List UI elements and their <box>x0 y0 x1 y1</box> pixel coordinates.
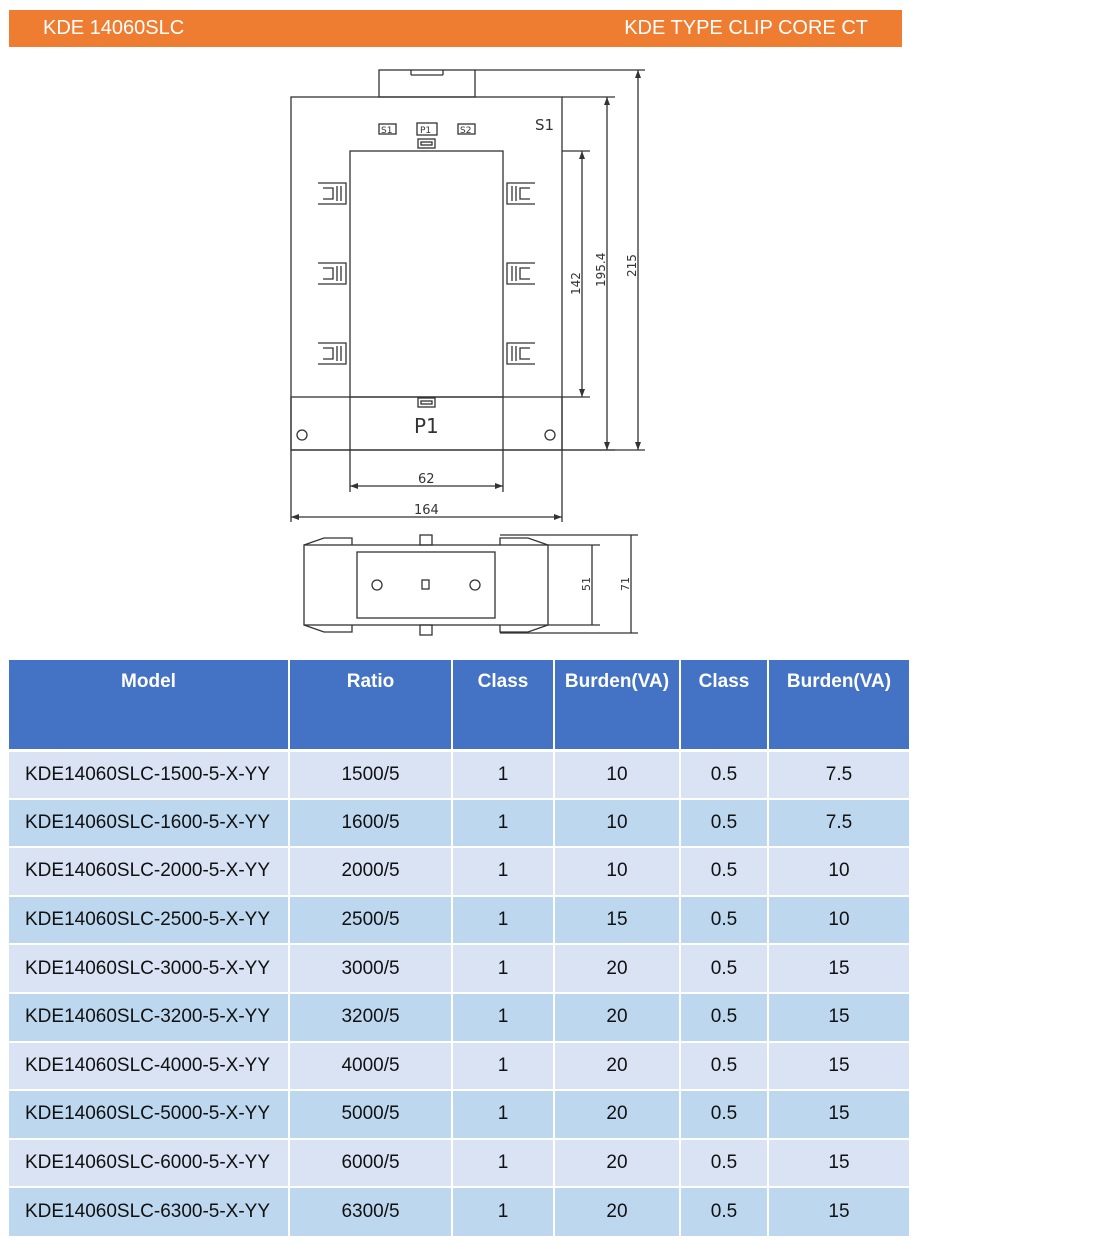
left-clips <box>318 183 346 364</box>
cell-class: 0.5 <box>680 993 768 1042</box>
cell-class: 1 <box>452 1139 554 1188</box>
cell-ratio: 4000/5 <box>289 1042 452 1091</box>
dim-label-62: 62 <box>418 472 435 487</box>
cell-ratio: 1600/5 <box>289 799 452 848</box>
cell-class: 0.5 <box>680 896 768 945</box>
cell-burden: 10 <box>554 750 680 799</box>
cell-class: 1 <box>452 896 554 945</box>
cell-burden: 20 <box>554 1139 680 1188</box>
dim-label-142: 142 <box>569 272 583 295</box>
column-header-class-1: Class <box>452 660 554 750</box>
cell-burden: 15 <box>768 944 909 993</box>
right-clips <box>507 183 535 364</box>
cell-class: 1 <box>452 1042 554 1091</box>
table-row <box>9 799 909 848</box>
table-row <box>9 1187 909 1236</box>
cell-class: 0.5 <box>680 799 768 848</box>
cell-ratio: 1500/5 <box>289 750 452 799</box>
cell-ratio: 2500/5 <box>289 896 452 945</box>
cell-class: 0.5 <box>680 1042 768 1091</box>
cell-model: KDE14060SLC-3000-5-X-YY <box>9 944 289 993</box>
cell-burden: 20 <box>554 944 680 993</box>
drawing-svg <box>0 55 1111 645</box>
cell-class: 1 <box>452 1187 554 1236</box>
cell-model: KDE14060SLC-2500-5-X-YY <box>9 896 289 945</box>
cell-burden: 15 <box>768 1042 909 1091</box>
cell-burden: 10 <box>768 847 909 896</box>
cell-burden: 20 <box>554 993 680 1042</box>
table-row <box>9 847 909 896</box>
cell-model: KDE14060SLC-4000-5-X-YY <box>9 1042 289 1091</box>
cell-burden: 15 <box>554 896 680 945</box>
header-bar <box>9 10 902 47</box>
cell-ratio: 3000/5 <box>289 944 452 993</box>
cell-class: 1 <box>452 750 554 799</box>
table-row <box>9 944 909 993</box>
cell-model: KDE14060SLC-6000-5-X-YY <box>9 1139 289 1188</box>
cell-ratio: 6300/5 <box>289 1187 452 1236</box>
cell-class: 1 <box>452 993 554 1042</box>
top-clip <box>379 70 475 97</box>
cell-class: 1 <box>452 944 554 993</box>
cell-ratio: 2000/5 <box>289 847 452 896</box>
corner-label-s1: S1 <box>535 116 555 134</box>
cell-burden: 10 <box>554 847 680 896</box>
ct-window <box>350 151 503 397</box>
dim-label-164: 164 <box>414 503 439 518</box>
dim-label-71: 71 <box>619 577 632 591</box>
cell-burden: 10 <box>768 896 909 945</box>
cell-burden: 20 <box>554 1042 680 1091</box>
table-body <box>9 750 909 1236</box>
table-row <box>9 1090 909 1139</box>
terminal-label-p1: P1 <box>420 126 432 136</box>
table-row <box>9 1042 909 1091</box>
header-type-title: KDE TYPE CLIP CORE CT <box>624 17 868 39</box>
cell-burden: 20 <box>554 1187 680 1236</box>
cell-class: 1 <box>452 1090 554 1139</box>
bottom-label-p1: P1 <box>414 414 439 438</box>
dim-label-51: 51 <box>580 577 593 591</box>
cell-class: 0.5 <box>680 847 768 896</box>
cell-burden: 7.5 <box>768 750 909 799</box>
cell-model: KDE14060SLC-1500-5-X-YY <box>9 750 289 799</box>
cell-class: 0.5 <box>680 1139 768 1188</box>
table-row <box>9 750 909 799</box>
header-model-title: KDE 14060SLC <box>43 17 185 39</box>
column-header-model: Model <box>9 660 289 750</box>
cell-model: KDE14060SLC-1600-5-X-YY <box>9 799 289 848</box>
cell-class: 0.5 <box>680 1090 768 1139</box>
cell-ratio: 5000/5 <box>289 1090 452 1139</box>
technical-drawing <box>0 55 1111 645</box>
cell-ratio: 3200/5 <box>289 993 452 1042</box>
cell-burden: 10 <box>554 799 680 848</box>
cell-burden: 7.5 <box>768 799 909 848</box>
table-row <box>9 1139 909 1188</box>
terminal-label-s1: S1 <box>381 126 393 136</box>
cell-model: KDE14060SLC-5000-5-X-YY <box>9 1090 289 1139</box>
cell-class: 0.5 <box>680 750 768 799</box>
cell-model: KDE14060SLC-3200-5-X-YY <box>9 993 289 1042</box>
dim-label-215: 215 <box>625 254 639 277</box>
column-header-class-2: Class <box>680 660 768 750</box>
column-header-burden-1: Burden(VA) <box>554 660 680 750</box>
mount-hole-right <box>545 430 555 440</box>
table-row <box>9 993 909 1042</box>
table-row <box>9 896 909 945</box>
cell-class: 1 <box>452 799 554 848</box>
cell-model: KDE14060SLC-6300-5-X-YY <box>9 1187 289 1236</box>
terminal-label-s2: S2 <box>460 126 472 136</box>
mount-hole-left <box>297 430 307 440</box>
column-header-burden-2: Burden(VA) <box>768 660 909 750</box>
cell-class: 1 <box>452 847 554 896</box>
cell-ratio: 6000/5 <box>289 1139 452 1188</box>
cell-burden: 15 <box>768 1187 909 1236</box>
spec-table <box>9 660 909 1236</box>
cell-burden: 15 <box>768 993 909 1042</box>
cell-class: 0.5 <box>680 944 768 993</box>
dim-label-195: 195.4 <box>594 252 608 287</box>
table-header-row <box>9 660 909 750</box>
cell-burden: 15 <box>768 1139 909 1188</box>
cell-class: 0.5 <box>680 1187 768 1236</box>
cell-model: KDE14060SLC-2000-5-X-YY <box>9 847 289 896</box>
cell-burden: 15 <box>768 1090 909 1139</box>
column-header-ratio: Ratio <box>289 660 452 750</box>
cell-burden: 20 <box>554 1090 680 1139</box>
